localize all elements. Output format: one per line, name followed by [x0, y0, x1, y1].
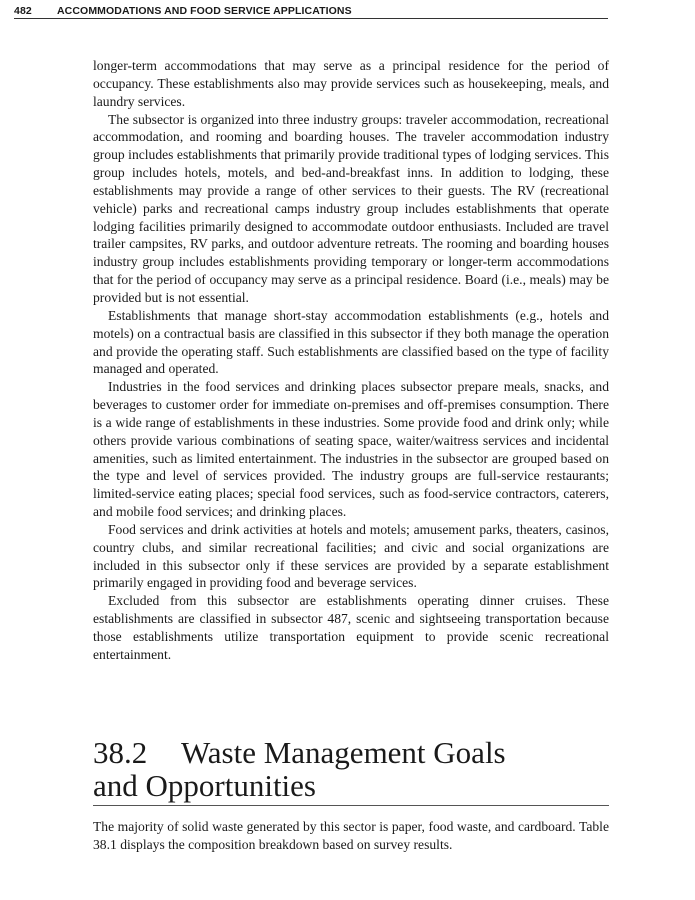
page-number: 482 — [14, 5, 32, 17]
section-title-line2: and Opportunities — [93, 768, 316, 803]
paragraph: Excluded from this subsector are establishments operating dinner cruises. These establishments are classified in subsector 487, scenic and sightseeing transportation because those establishments utilize transportation equipment to provide scenic recreational entertainment. — [93, 593, 609, 662]
running-title: ACCOMMODATIONS AND FOOD SERVICE APPLICATIONS — [57, 5, 352, 17]
body-text — [93, 57, 609, 664]
section-body — [93, 818, 609, 854]
paragraph-continued: longer-term accommodations that may serve as a principal residence for the period of occupancy. These establishments also may provide services such as housekeeping, meals, and laundry services. — [93, 58, 609, 109]
paragraph: Industries in the food services and drinking places subsector prepare meals, snacks, and beverages to customer order for immediate on-premises and off-premises consumption. There is a wide range of establishments in these industries. Some provide food and drink only; while others provide various combinations of seating space, waiter/​waitress services and incidental amenities, such as limited entertainment. The industries in the subsector are grouped based on the type and level of services provided. The industry groups are full-service restaurants; limited-service eating places; special food services, such as food-service contractors, caterers, and mobile food services; and drinking places. — [93, 379, 609, 520]
paragraph: Food services and drink activities at hotels and motels; amusement parks, theaters, casinos, country clubs, and similar recreational facilities; and civic and social organizations are included in this subsector only if these services are provided by a separate establishment primarily engaged in providing food and beverage services. — [93, 521, 609, 591]
paragraph: The majority of solid waste generated by this sector is paper, food waste, and cardboard. Table 38.1 displays the composition breakdown based on survey results. — [93, 819, 609, 852]
section-heading — [93, 736, 609, 806]
paragraph: The subsector is organized into three industry groups: traveler accommodation, recreational accommodation, and rooming and boarding houses. The traveler accommodation industry group includes establishments that primarily provide traditional types of lodging services. This group includes hotels, motels, and bed-and-breakfast inns. In addition to lodging, these establishments may provide a range of other services to their guests. The RV (recreational vehicle) parks and recreational camps industry group includes establishments that operate lodging facilities primarily designed to accommodate outdoor enthusiasts. Included are travel trailer campsites, RV parks, and outdoor adventure retreats. The rooming and boarding houses industry group includes establishments providing temporary or longer-term accommodations that for the period of occupancy may serve as a principal residence. Board (i.e., meals) may be provided but is not essential. — [93, 111, 609, 305]
running-header — [14, 5, 608, 19]
section-title-line1: Waste Management Goals — [181, 735, 506, 770]
paragraph: Establishments that manage short-stay accommodation establishments (e.g., hotels and motels) on a contractual basis are classified in this subsector if they both manage the operation and provide the operating staff. Such establishments are classified based on the type of facility managed and operated. — [93, 307, 609, 377]
section-number: 38.2 — [93, 735, 148, 770]
